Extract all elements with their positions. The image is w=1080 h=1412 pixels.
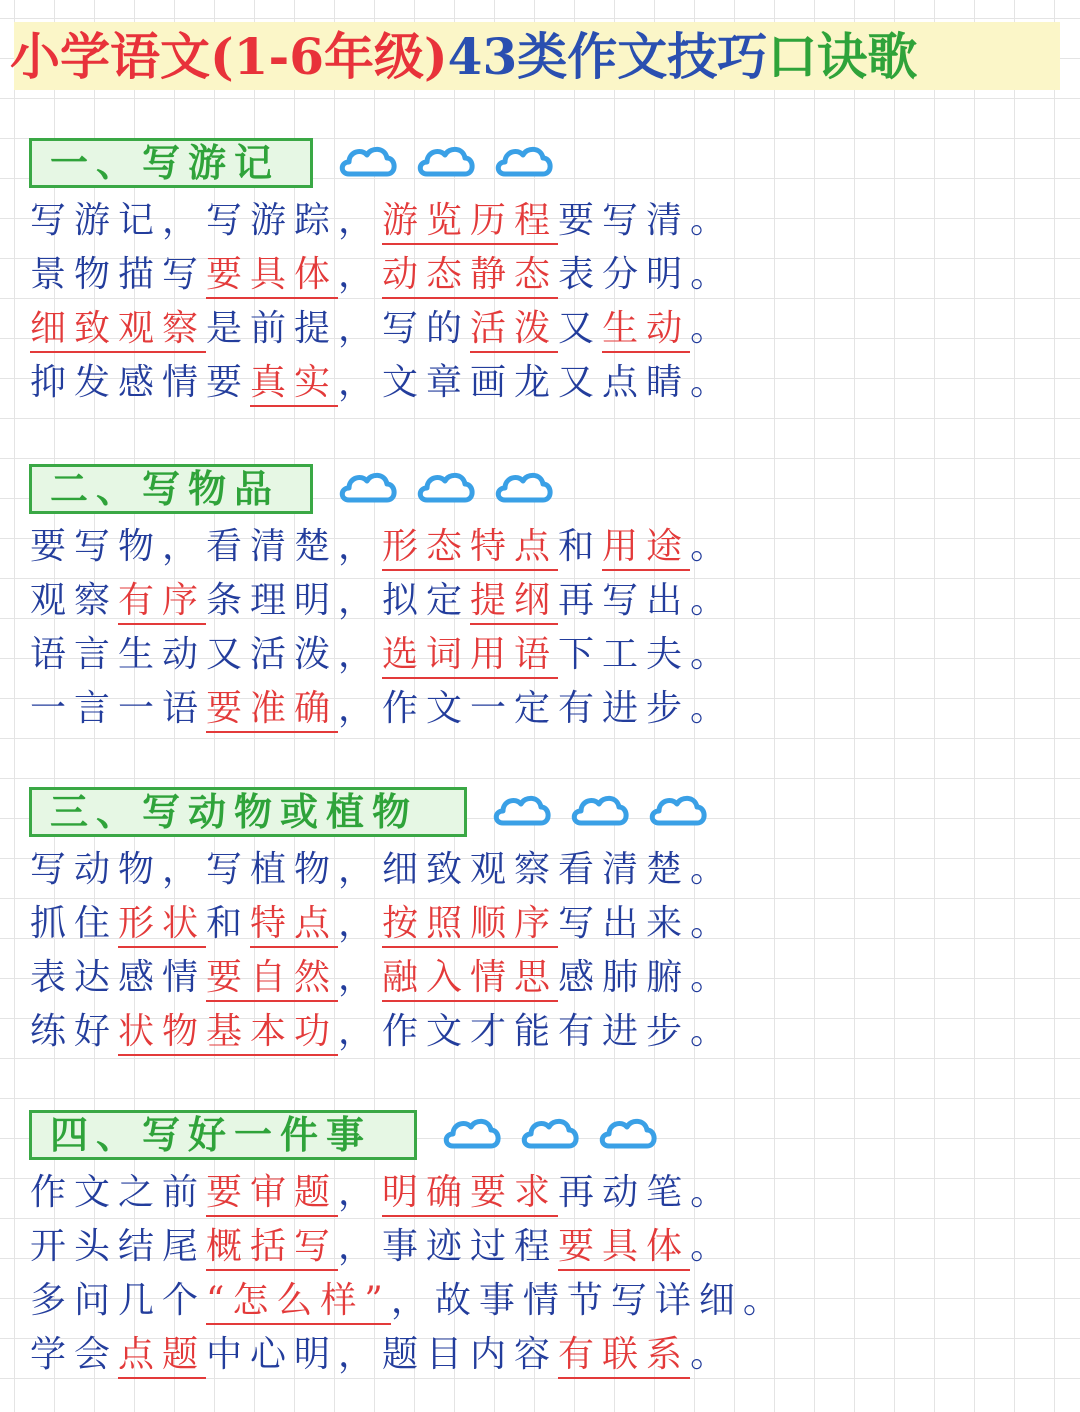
highlighted-phrase: 要具体 — [558, 1225, 690, 1271]
verse-text: 多问几个 — [30, 1280, 207, 1321]
highlighted-phrase: 点题 — [118, 1333, 206, 1379]
cloud-icon — [493, 142, 555, 182]
verse-text: 再动笔。 — [558, 1172, 735, 1213]
highlighted-phrase: 特点 — [250, 902, 338, 948]
title-part-1: 小学语文(1-6年级) — [10, 27, 448, 86]
cloud-icon — [337, 468, 399, 508]
verse-line — [30, 1330, 734, 1380]
highlighted-phrase: 要审题 — [206, 1171, 338, 1217]
highlighted-phrase: 要具体 — [206, 253, 338, 299]
verse-text: 要写清。 — [558, 200, 735, 241]
highlighted-phrase: 明确要求 — [382, 1171, 558, 1217]
verse-text: 和 — [558, 526, 603, 567]
verse-text: 表分明。 — [558, 254, 735, 295]
cloud-icon — [491, 791, 553, 831]
section-header: 三、写动物或植物 — [29, 787, 467, 837]
verse-line — [30, 953, 734, 1003]
cloud-decoration — [337, 468, 555, 512]
verse-text: 。 — [690, 308, 735, 349]
verse-line — [30, 1007, 734, 1057]
highlighted-phrase: 按照顺序 — [382, 902, 558, 948]
cloud-icon — [519, 1114, 581, 1154]
cloud-icon — [647, 791, 709, 831]
highlighted-phrase: 真实 — [250, 361, 338, 407]
verse-line — [30, 1168, 734, 1218]
verse-text: 条理明，拟定 — [206, 580, 471, 621]
verse-text: ， — [338, 903, 383, 944]
cloud-icon — [441, 1114, 503, 1154]
verse-text: 写游记，写游踪， — [30, 200, 383, 241]
highlighted-phrase: 有序 — [118, 579, 206, 625]
verse-line — [30, 845, 734, 895]
verse-text: 学会 — [30, 1334, 119, 1375]
verse-text: ，作文一定有进步。 — [338, 688, 735, 729]
verse-text: ， — [338, 254, 383, 295]
verse-text: 写出来。 — [558, 903, 735, 944]
highlighted-phrase: 提纲 — [470, 579, 558, 625]
section-header: 四、写好一件事 — [29, 1110, 417, 1160]
highlighted-phrase: 用途 — [602, 525, 690, 571]
highlighted-phrase: 游览历程 — [382, 199, 558, 245]
verse-text: ， — [338, 1172, 383, 1213]
verse-text: 要写物，看清楚， — [30, 526, 383, 567]
highlighted-phrase: 融入情思 — [382, 956, 558, 1002]
highlighted-phrase: 形状 — [118, 902, 206, 948]
verse-text: 语言生动又活泼， — [30, 634, 383, 675]
page-title — [10, 24, 917, 90]
highlighted-phrase: 有联系 — [558, 1333, 690, 1379]
cloud-icon — [597, 1114, 659, 1154]
highlighted-phrase: 动态静态 — [382, 253, 558, 299]
cloud-decoration — [441, 1114, 659, 1158]
verse-text: 感肺腑。 — [558, 957, 735, 998]
verse-line — [30, 630, 734, 680]
section-header: 一、写游记 — [29, 138, 313, 188]
highlighted-phrase: 概括写 — [206, 1225, 338, 1271]
highlighted-phrase: 生动 — [602, 307, 690, 353]
highlighted-phrase: 状物基本功 — [118, 1010, 338, 1056]
verse-line — [30, 899, 734, 949]
cloud-icon — [415, 468, 477, 508]
cloud-decoration — [491, 791, 709, 835]
verse-text: 开头结尾 — [30, 1226, 207, 1267]
verse-text: 抓住 — [30, 903, 119, 944]
verse-text: ，故事情节写详细。 — [390, 1280, 787, 1321]
verse-text: 表达感情 — [30, 957, 207, 998]
verse-text: 观察 — [30, 580, 119, 621]
verse-text: 。 — [690, 1334, 735, 1375]
verse-text: 。 — [690, 526, 735, 567]
verse-text: 中心明，题目内容 — [206, 1334, 559, 1375]
verse-line — [30, 358, 734, 408]
verse-text: 再写出。 — [558, 580, 735, 621]
verse-text: 和 — [206, 903, 251, 944]
title-part-3: 口诀歌 — [767, 27, 918, 86]
cloud-icon — [493, 468, 555, 508]
cloud-icon — [337, 142, 399, 182]
verse-text: ，作文才能有进步。 — [338, 1011, 735, 1052]
verse-line — [30, 196, 734, 246]
verse-text: ，事迹过程 — [338, 1226, 559, 1267]
verse-text: 是前提，写的 — [206, 308, 471, 349]
verse-text: 作文之前 — [30, 1172, 207, 1213]
verse-line — [30, 522, 734, 572]
verse-text: ， — [338, 957, 383, 998]
verse-text: 下工夫。 — [558, 634, 735, 675]
verse-line — [30, 684, 734, 734]
cloud-decoration — [337, 142, 555, 186]
verse-text: 。 — [690, 1226, 735, 1267]
cloud-icon — [569, 791, 631, 831]
highlighted-phrase: 要准确 — [206, 687, 338, 733]
title-part-2: 43类作文技巧 — [447, 27, 768, 86]
verse-line — [30, 1222, 734, 1272]
highlighted-phrase: 细致观察 — [30, 307, 206, 353]
highlighted-phrase: “怎么样” — [206, 1279, 391, 1325]
verse-text: 练好 — [30, 1011, 119, 1052]
cloud-icon — [415, 142, 477, 182]
verse-text: ，文章画龙又点睛。 — [338, 362, 735, 403]
verse-text: 抑发感情要 — [30, 362, 251, 403]
verse-line — [30, 576, 734, 626]
verse-line — [30, 250, 734, 300]
highlighted-phrase: 活泼 — [470, 307, 558, 353]
verse-text: 一言一语 — [30, 688, 207, 729]
highlighted-phrase: 形态特点 — [382, 525, 558, 571]
verse-text: 又 — [558, 308, 603, 349]
section-header: 二、写物品 — [29, 464, 313, 514]
verse-text: 景物描写 — [30, 254, 207, 295]
highlighted-phrase: 要自然 — [206, 956, 338, 1002]
verse-text: 写动物，写植物，细致观察看清楚。 — [30, 849, 735, 890]
highlighted-phrase: 选词用语 — [382, 633, 558, 679]
verse-line — [30, 1276, 787, 1326]
verse-line — [30, 304, 734, 354]
